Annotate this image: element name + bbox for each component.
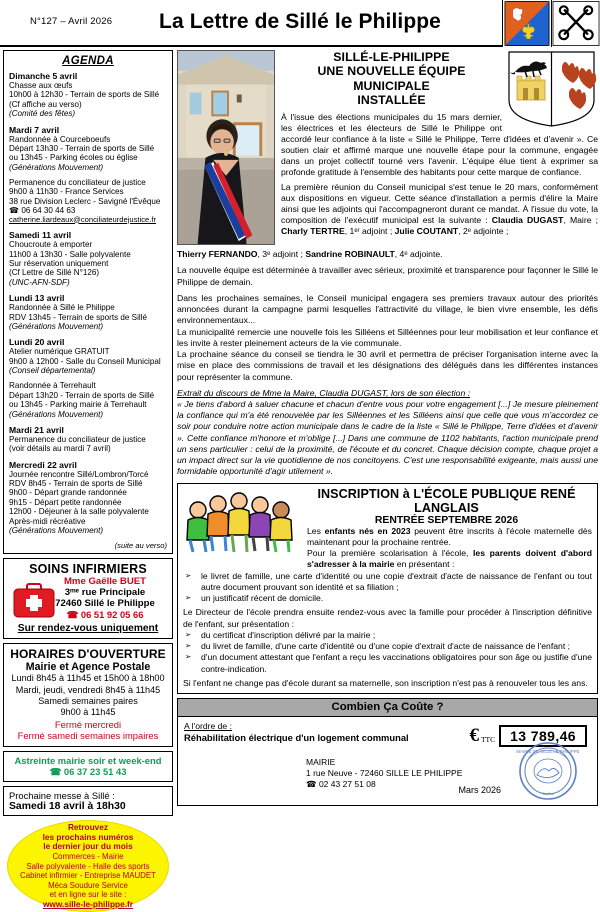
agenda-entry-line: Après-midi récréative: [9, 516, 86, 526]
agenda-entry-line: 9h00 à 12h00 - Salle du Conseil Municipal: [9, 356, 161, 366]
article-title-line2: UNE NOUVELLE ÉQUIPE MUNICIPALE: [317, 64, 466, 93]
school-document-item: ➢ le livret de famille, une carte d'identité ou une copie d'extrait d'acte de naissance de l'enfant ou tout autre document prouvant son identité et sa filiation ;: [183, 571, 592, 594]
agenda-entry-email[interactable]: catherine.liardeaux@conciliateurdejustice.fr: [9, 214, 157, 224]
soins-title: SOINS INFIRMIERS: [29, 562, 147, 577]
agenda-entry-date: Mercredi 22 avril: [9, 459, 77, 470]
soins-appointment-note: Sur rendez-vous uniquement: [17, 623, 159, 635]
cost-body: [178, 717, 597, 805]
agenda-entry-line: 38 rue Division Leclerc - Savigné l'Évêque: [9, 196, 161, 206]
mairie-contact-block: [306, 757, 462, 790]
soins-address-line2: 72460 Sillé le Philippe: [55, 598, 155, 610]
quote-heading: Extrait du discours de Mme la Maire, Claudia DUGAST, lors de son élection :: [177, 387, 471, 398]
distribution-headline-line: les prochains numéros: [42, 831, 134, 842]
school-document-item: ➢ un justificatif récent de domicile.: [183, 593, 592, 604]
agenda-entry-date: Samedi 11 avril: [9, 230, 72, 241]
agenda-entry-line: 10h00 à 12h30 - Terrain de sports de Sillé: [9, 90, 160, 100]
agenda-entry-line: Départ 13h30 - Terrain de sports de Sillé: [9, 143, 155, 153]
mairie-official-stamp: [513, 739, 583, 803]
blason-sille-le-philippe-grand: [505, 50, 598, 128]
agenda-box: [3, 50, 173, 554]
mairie-name: MAIRIE: [306, 757, 336, 767]
agenda-entry-line: RDV 8h45 - Terrain de sports de Sillé: [9, 479, 143, 489]
children-group-icon: [182, 488, 304, 554]
distribution-headline-line: Retrouvez: [67, 821, 109, 832]
agenda-entry-line: Randonnée à Courceboeufs: [9, 134, 111, 144]
agenda-title: AGENDA: [62, 55, 114, 67]
article-paragraph-1: À l'issue des élections municipales du 15 mars dernier, les électrices et les électeurs de Sillé le Philippe ont accordé leur confiance à la liste « Sillé le Philippe, Terre d'idées et d'avenir ». Ce soutien clair et affirmé marque une nouvelle étape pour la commune, engagée dans un projet collectif tourné vers l'avenir. L'équipe élue tient à exprimer sa profonde gratitude à l'ensemble des habitants pour cette marque de confiance.: [281, 111, 598, 177]
agenda-entry-organizer: (Générations Mouvement): [9, 162, 104, 172]
left-sidebar: [0, 47, 176, 909]
agenda-entry-line: 12h00 - Déjeuner à la salle polyvalente: [9, 507, 149, 517]
article-title-line3: INSTALLÉE: [357, 93, 426, 108]
article-title-line1: SILLÉ-LE-PHILIPPE: [333, 50, 450, 64]
agenda-entry-line: ou 13h45 - Parking écoles ou église: [9, 153, 138, 163]
agenda-entry-line: Randonnée à Terrehault: [9, 381, 96, 391]
agenda-entry-organizer: (UNC-AFN-SDF): [9, 277, 70, 287]
agenda-entry: [9, 293, 167, 331]
article-paragraph-6: La prochaine séance du conseil se tiendra le 30 avril et permettra de préciser l'organisation interne avec la mise en place des commissions de travail et les désignations des délégués dans les différentes instances pour représenter la commune.: [177, 349, 598, 382]
agenda-entry-line: RDV 13h45 - Terrain de sports de Sillé: [9, 312, 147, 322]
agenda-entry-line: Chasse aux œufs: [9, 81, 73, 90]
distribution-headline-line: le dernier jour du mois: [43, 841, 133, 852]
page-body: [0, 47, 600, 909]
distribution-location-line: Cabinet infirmier - Entreprise MAUDET: [20, 871, 156, 881]
agenda-entry-date: Mardi 21 avril: [9, 424, 64, 435]
distribution-location-line: Méca Soudure Service: [48, 880, 128, 890]
agenda-entries: [9, 71, 167, 535]
agenda-entry-line: Atelier numérique GRATUIT: [9, 347, 110, 357]
agenda-entry-organizer: (Générations Mouvement): [9, 409, 104, 419]
school-intro-1: Les enfants nés en 2023 peuvent être inscrits à l'école maternelle dès maintenant pour la prochaine rentrée.: [307, 525, 592, 547]
svg-text:MAIRIE DE SILLE LE PHILIPPE: MAIRIE DE SILLE LE PHILIPPE: [516, 749, 580, 754]
article-paragraph-5: La municipalité remercie une nouvelle fois les Silléens et Silléennes pour leur mobilisation et leur confiance et les invite à rester pleinement acteurs de la vie communale.: [177, 326, 598, 348]
blason-cles-icon: [551, 0, 600, 47]
agenda-entry-line: Départ 13h20 - Terrain de sports de Sillé: [9, 390, 155, 400]
article-paragraph-3: La nouvelle équipe est déterminée à travailler avec sérieux, proximité et transparence pour façonner le Sillé le Philippe de demain.: [177, 265, 598, 287]
agenda-entry-organizer: (Conseil départemental): [9, 366, 96, 376]
hours-line: Samedi semaines paires: [38, 696, 138, 707]
hours-closed-wednesday: Fermé mercredi: [54, 718, 122, 730]
euro-symbol-icon: €: [469, 725, 479, 746]
agenda-entry: [9, 337, 167, 375]
next-mass-box: [3, 786, 173, 816]
article-paragraph-2: La première réunion du Conseil municipal s'est tenue le 20 mars, conformément aux dispositions en vigueur. Cette séance d'installation a permis d'élire la Maire ainsi que les adjoints qui l'accompagneront durant ce mandat. À l'issue du vote, la composition de l'exécutif municipal est la suivante : Claudia DUGAST, Maire ; Charly TERTRE, 1ᵉʳ adjoint ; Julie COUTANT, 2ᵉ adjointe ;: [281, 181, 599, 237]
distribution-note-wrap: [3, 820, 173, 912]
main-content: [176, 47, 600, 849]
school-title: INSCRIPTION à L'ÉCOLE PUBLIQUE RENÉ LANGLAIS: [317, 486, 576, 515]
agenda-entry-date: Mardi 7 avril: [9, 124, 60, 135]
agenda-entry-line: 9h00 - Départ grande randonnée: [9, 488, 127, 498]
school-required-documents-1: [183, 571, 592, 605]
agenda-entry-line: Choucroute à emporter: [9, 240, 93, 250]
agenda-entry: [9, 178, 167, 224]
blason-sille-icon: [502, 0, 551, 47]
cost-order-value: Réhabilitation électrique d'un logement communal: [184, 732, 409, 743]
mass-label: Prochaine messe à Sillé :: [9, 790, 115, 802]
ttc-label: TTC: [480, 735, 496, 744]
agenda-entry-organizer: (Comité des fêtes): [9, 109, 76, 119]
agenda-entry: [9, 425, 167, 454]
mayor-quote: « Je tiens d'abord à saluer chacune et chacun d'entre vous pour votre engagement [...] Je mesure pleinement la confiance qui m'a été renouvelée par les Silléennes et les Silléens ainsi que celle que vous m'accordez ce soir pour conduire notre action municipale dans le cadre de la liste « Sillé le Philippe, Terre d'idées et d'avenir ». Cette confiance m'honore et m'oblige [...] Dans une commune de 1102 habitants, l'action municipale prend un sens particulier : celui de la proximité, de l'écoute et du concret. Chaque décision compte, chaque projet a un impact direct sur la vie quotidienne de nos concitoyens. C'est une responsabilité exigeante, mais aussi une formidable opportunité d'agir utilement ».: [177, 398, 598, 477]
distribution-location-line: Commerces - Mairie: [52, 852, 124, 862]
agenda-entry-date: Lundi 20 avril: [9, 337, 65, 348]
agenda-entry: [9, 125, 167, 173]
on-call-box: [3, 751, 173, 782]
agenda-entry-line: ☎ 06 64 30 44 63: [9, 206, 76, 216]
agenda-entry-organizer: (Générations Mouvement): [9, 525, 104, 535]
hours-lines: [8, 673, 168, 718]
article-adjoints-continued: Thierry FERNANDO, 3ᵉ adjoint ; Sandrine ROBINAULT, 4ᵉ adjointe.: [177, 249, 443, 259]
agenda-entry-line: (voir détails au mardi 7 avril): [9, 444, 111, 454]
agenda-entry-line: 9h00 à 11h30 - France Services: [9, 187, 124, 197]
hours-line: Mardi, jeudi, vendredi 8h45 à 11h45: [15, 684, 161, 695]
school-director-paragraph: Le Directeur de l'école prendra ensuite rendez-vous avec la famille pour procéder à l'inscription définitive de l'enfant, sur présentation :: [183, 607, 592, 629]
soins-nurse-name: Mme Gaëlle BUET: [63, 576, 147, 588]
article-paragraph-4: Dans les prochaines semaines, le Conseil municipal engagera ses premiers travaux autour des priorités annoncées durant la campagne parmi lesquelles l'attractivité du village, le bien vivre ensemble, les défis environnementaux...: [177, 292, 598, 326]
school-subtitle: RENTRÉE SEPTEMBRE 2026: [374, 514, 519, 526]
article-header-row: [177, 50, 598, 245]
agenda-entry-line: Permanence du conciliateur de justice: [9, 178, 146, 187]
hours-line: Lundi 8h45 à 11h45 et 15h00 à 18h00: [11, 673, 165, 684]
soins-phone: ☎ 06 51 92 05 66: [66, 609, 144, 621]
school-document-item: ➢ du livret de famille, d'une carte d'identité ou d'une copie d'extrait d'acte de naissance de l'enfant ;: [183, 641, 592, 652]
issue-number: N°127 – Avril 2026: [30, 16, 113, 27]
agenda-entry-date: Dimanche 5 avril: [9, 71, 78, 81]
on-call-title: Astreinte mairie soir et week-end: [14, 755, 162, 767]
agenda-entry-line: ou 13h45 - Parking mairie à Terrehault: [9, 400, 147, 410]
agenda-entry-line: Randonnée à Sillé le Philippe: [9, 303, 115, 313]
cost-header: Combien Ça Coûte ?: [178, 699, 597, 717]
agenda-entry-line: (Cf affiche au verso): [9, 99, 82, 109]
school-registration-box: [177, 483, 598, 695]
agenda-entry-organizer: (Générations Mouvement): [9, 321, 104, 331]
on-call-phone: ☎ 06 37 23 51 43: [49, 766, 127, 778]
school-required-documents-2: [183, 630, 592, 675]
page-title: La Lettre de Sillé le Philippe: [159, 10, 441, 33]
agenda-entry: [9, 381, 167, 419]
agenda-entry-date: Lundi 13 avril: [9, 293, 65, 304]
distribution-location-line: et en ligne sur le site :: [49, 890, 127, 900]
hours-subtitle: Mairie et Agence Postale: [25, 661, 151, 674]
hours-title: HORAIRES D'OUVERTURE: [10, 647, 166, 662]
distribution-ellipse: [7, 820, 169, 912]
opening-hours-box: [3, 643, 173, 747]
agenda-entry-line: Sur réservation uniquement: [9, 259, 109, 269]
crest-group: [502, 0, 600, 47]
school-document-item: ➢ du certificat d'inscription délivré par la mairie ;: [183, 630, 592, 641]
publication-date: Mars 2026: [458, 785, 501, 795]
cost-amount-value: 13 789,46: [499, 725, 587, 747]
photo-maire-devant-mairie: [177, 50, 275, 245]
soins-infirmiers-box: [3, 558, 173, 639]
mairie-phone: ☎ 02 43 27 51 08: [306, 779, 376, 790]
school-document-item: ➢ d'un document attestant que l'enfant a reçu les vaccinations obligatoires pour son âge ou justifie d'une contre-indication.: [183, 652, 592, 675]
article-head: [279, 50, 598, 245]
agenda-entry-line: 9h15 - Départ petite randonnée: [9, 497, 122, 507]
agenda-entry-line: 11h00 à 13h30 - Salle polyvalente: [9, 249, 131, 259]
page-header: [0, 0, 600, 47]
agenda-suite-note: (suite au verso): [114, 541, 167, 551]
agenda-entry-line: Permanence du conciliateur de justice: [9, 434, 146, 444]
hours-line: 9h00 à 11h45: [60, 707, 116, 718]
cost-box: [177, 698, 598, 806]
cost-order-label: A l'ordre de :: [184, 721, 232, 731]
soins-address-line1: 3ᵐᵉ rue Principale: [64, 587, 146, 599]
mass-datetime: Samedi 18 avril à 18h30: [9, 801, 126, 813]
agenda-entry-line: (Cf Lettre de Sillé N°126): [9, 268, 100, 278]
agenda-entry: [9, 71, 167, 119]
mairie-address: 1 rue Neuve - 72460 SILLE LE PHILIPPE: [306, 768, 463, 779]
distribution-location-line: Salle polyvalente - Halle des sports: [26, 861, 150, 871]
article-body: [177, 249, 598, 478]
agenda-entry-line: Journée rencontre Sillé/Lombron/Torcé: [9, 469, 149, 479]
agenda-entry: [9, 460, 167, 536]
school-intro-2: Pour la première scolarisation à l'école, les parents doivent d'abord s'adresser à la mairie en présentant :: [307, 548, 592, 570]
website-link[interactable]: www.sille-le-philippe.fr: [42, 898, 134, 909]
svg-text:Sarthe: Sarthe: [542, 791, 554, 796]
school-renewal-note: Si l'enfant ne change pas d'école durant sa maternelle, son inscription n'est pas à renouveler tous les ans.: [183, 677, 588, 688]
distribution-headline: [43, 823, 134, 852]
distribution-locations: [20, 852, 156, 899]
agenda-entry: [9, 230, 167, 287]
hours-closed-odd-saturdays: Fermé samedi semaines impaires: [17, 730, 159, 742]
first-aid-kit-icon: [12, 583, 56, 619]
